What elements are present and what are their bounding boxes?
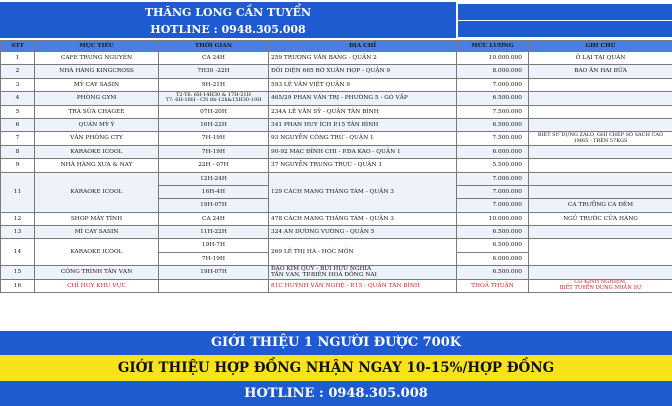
table-row bbox=[1, 52, 672, 65]
cell-ghi-chu: Ở LẠI TẠI QUÁN bbox=[529, 52, 672, 65]
cell-thoi-gian: CA 24H bbox=[159, 52, 269, 65]
cell-thoi-gian: 19H-7H bbox=[159, 239, 269, 252]
cell-thoi-gian: 19H-07H bbox=[159, 266, 269, 279]
cell-muc-tieu: CHỈ HUY KHU VỰC bbox=[35, 279, 159, 292]
cell-dia-chi: 37 NGUYỄN TRUNG TRỰC - QUẬN 1 bbox=[269, 159, 457, 172]
header-hotline: HOTLINE : 0948.305.008 bbox=[150, 23, 306, 36]
cell-dia-chi: 269 LÊ THỊ HÀ - HÓC MÔN bbox=[269, 239, 457, 266]
table-row bbox=[1, 105, 672, 118]
cell-ghi-chu bbox=[529, 78, 672, 91]
jobs-table bbox=[0, 40, 672, 293]
cell-ghi-chu bbox=[529, 105, 672, 118]
cell-muc-luong: 6.500.000 bbox=[457, 226, 529, 239]
cell-dia-chi: 465/29 PHAN VĂN TRỊ - PHƯỜNG 5 - GÒ VẤP bbox=[269, 92, 457, 105]
cell-thoi-gian-line: T2-T6: 6H-14H30 & 17H-21H bbox=[176, 92, 251, 99]
cell-ghi-chu bbox=[529, 226, 672, 239]
table-row bbox=[1, 92, 672, 105]
cell-ghi-chu: BIẾT SỬ DỤNG ZALO, GHI CHÉP SỔ SÁCH CAO 1M65 - TRÊN 57KGS bbox=[529, 132, 672, 145]
cell-thoi-gian: 7H-19H bbox=[159, 252, 269, 265]
cell-muc-luong: 6.500.000 bbox=[457, 92, 529, 105]
cell-ghi-chu bbox=[529, 266, 672, 279]
cell-dia-chi: 593 LÊ VĂN VIỆT QUẬN 9 bbox=[269, 78, 457, 91]
cell-muc-tieu: NHÀ HÀNG XƯA & NAY bbox=[35, 159, 159, 172]
cell-dia-chi: ĐỐI DIỆN 665 BỜ XUÂN HỢP - QUẬN 9 bbox=[269, 65, 457, 78]
cell-muc-luong: 7.000.000 bbox=[457, 185, 529, 198]
cell-stt: 7 bbox=[1, 132, 35, 145]
cell-dia-chi: 90-92 MẠC ĐĨNH CHI - P.ĐA KAO - QUẬN 1 bbox=[269, 145, 457, 158]
table-row bbox=[1, 172, 672, 185]
header-side-block bbox=[458, 21, 672, 37]
cell-thoi-gian: 07H-20H bbox=[159, 105, 269, 118]
cell-muc-tieu: KARAOKE ICOOL bbox=[35, 145, 159, 158]
table-row bbox=[1, 145, 672, 158]
cell-stt: 1 bbox=[1, 52, 35, 65]
cell-dia-chi-line: TÂN VẠN, TP.BIÊN HOÀ ĐỒNG NAI bbox=[271, 272, 377, 279]
cell-muc-luong: 7.500.000 bbox=[457, 132, 529, 145]
cell-muc-tieu: CAFE TRUNG NGUYÊN bbox=[35, 52, 159, 65]
table-row bbox=[1, 78, 672, 91]
hotline-banner: HOTLINE : 0948.305.008 bbox=[0, 381, 672, 406]
table-header-row bbox=[1, 41, 672, 52]
cell-ghi-chu bbox=[529, 279, 672, 292]
cell-stt: 13 bbox=[1, 226, 35, 239]
cell-ghi-chu-line: CÓ KINH NGHIỆM, bbox=[574, 279, 627, 286]
cell-dia-chi: 81C HUỲNH VĂN NGHỆ - P.15 - QUẬN TÂN BÌNH bbox=[269, 279, 457, 292]
cell-thoi-gian: 9H-21H bbox=[159, 78, 269, 91]
header-banner bbox=[0, 2, 456, 38]
cell-muc-tieu: PHÒNG GYM bbox=[35, 92, 159, 105]
contract-banner: GIỚI THIỆU HỢP ĐỒNG NHẬN NGAY 10-15%/HỢP ĐỒNG bbox=[0, 355, 672, 381]
cell-thoi-gian-line: T7: 6H-18H - CN 8h-12h&15H30-19H bbox=[165, 97, 262, 104]
cell-ghi-chu bbox=[529, 172, 672, 185]
cell-stt: 15 bbox=[1, 266, 35, 279]
cell-muc-tieu: QUÁN MỲ Ý bbox=[35, 118, 159, 131]
cell-thoi-gian: 16H-4H bbox=[159, 185, 269, 198]
cell-thoi-gian: CA 24H bbox=[159, 212, 269, 225]
cell-dia-chi: 259 TRƯƠNG VĂN BANG - QUẬN 2 bbox=[269, 52, 457, 65]
cell-ghi-chu-line: BIẾT TUYỂN DỤNG NHÂN SỰ bbox=[559, 284, 642, 291]
header-side-block bbox=[458, 4, 672, 20]
col-muc-tieu: MỤC TIÊU bbox=[35, 41, 159, 52]
cell-muc-luong: 6.500.000 bbox=[457, 118, 529, 131]
cell-muc-luong: 6.000.000 bbox=[457, 145, 529, 158]
cell-muc-tieu: TRÀ SỮA CHAGEE bbox=[35, 105, 159, 118]
cell-muc-tieu: VĂN PHÒNG CTY bbox=[35, 132, 159, 145]
cell-muc-tieu: NHÀ HÀNG KINGCROSS bbox=[35, 65, 159, 78]
cell-thoi-gian: 12H-24H bbox=[159, 172, 269, 185]
cell-ghi-chu bbox=[529, 92, 672, 105]
cell-muc-luong: 6.500.000 bbox=[457, 239, 529, 252]
header-title: THĂNG LONG CẦN TUYỂN bbox=[144, 6, 312, 19]
cell-muc-tieu: MỲ CAY SASIN bbox=[35, 78, 159, 91]
cell-thoi-gian: 7H-19H bbox=[159, 145, 269, 158]
cell-stt: 12 bbox=[1, 212, 35, 225]
cell-dia-chi: 129 CÁCH MẠNG THÁNG TÁM - QUẬN 3 bbox=[269, 172, 457, 212]
cell-thoi-gian: 22H - 07H bbox=[159, 159, 269, 172]
cell-dia-chi-line: ĐẠO KIM QUY - BÙI HỮU NGHĨA bbox=[271, 266, 372, 273]
cell-stt: 9 bbox=[1, 159, 35, 172]
cell-stt: 8 bbox=[1, 145, 35, 158]
cell-stt: 14 bbox=[1, 239, 35, 266]
cell-muc-luong: 7.000.000 bbox=[457, 199, 529, 212]
cell-thoi-gian: 7H-19H bbox=[159, 132, 269, 145]
cell-stt: 3 bbox=[1, 78, 35, 91]
cell-thoi-gian: 16H-22H bbox=[159, 118, 269, 131]
col-stt: STT bbox=[1, 41, 35, 52]
table-row bbox=[1, 212, 672, 225]
cell-muc-tieu: KARAOKE ICOOL bbox=[35, 172, 159, 212]
cell-muc-luong: 7.000.000 bbox=[457, 78, 529, 91]
cell-dia-chi: 93 NGUYỄN CÔNG TRỨ - QUẬN 1 bbox=[269, 132, 457, 145]
cell-thoi-gian: 19H-07H bbox=[159, 199, 269, 212]
cell-thoi-gian: 7H30 -22H bbox=[159, 65, 269, 78]
cell-stt: 4 bbox=[1, 92, 35, 105]
cell-ghi-chu bbox=[529, 185, 672, 198]
referral-banner: GIỚI THIỆU 1 NGƯỜI ĐƯỢC 700K bbox=[0, 331, 672, 355]
cell-ghi-chu: BAO ĂN HAI BỮA bbox=[529, 65, 672, 78]
cell-thoi-gian bbox=[159, 279, 269, 292]
cell-thoi-gian: 11H-22H bbox=[159, 226, 269, 239]
table-row bbox=[1, 279, 672, 292]
col-ghi-chu: GHI CHÚ bbox=[529, 41, 672, 52]
table-row bbox=[1, 226, 672, 239]
cell-stt: 16 bbox=[1, 279, 35, 292]
cell-muc-luong: 10.000.000 bbox=[457, 212, 529, 225]
table-row bbox=[1, 266, 672, 279]
cell-muc-tieu: MÌ CAY SASIN bbox=[35, 226, 159, 239]
cell-muc-luong: 8.000.000 bbox=[457, 65, 529, 78]
table-row bbox=[1, 65, 672, 78]
cell-muc-luong: 5.500.000 bbox=[457, 159, 529, 172]
cell-dia-chi: 341 PHAN HUY ÍCH P.15 TÂN BÌNH bbox=[269, 118, 457, 131]
cell-dia-chi: 234A LÊ VĂN SỸ - QUẬN TÂN BÌNH bbox=[269, 105, 457, 118]
cell-ghi-chu bbox=[529, 159, 672, 172]
table-row bbox=[1, 159, 672, 172]
cell-muc-luong: 7.000.000 bbox=[457, 172, 529, 185]
table-row bbox=[1, 239, 672, 252]
cell-muc-tieu: KARAOKE ICOOL bbox=[35, 239, 159, 266]
cell-muc-luong: 7.500.000 bbox=[457, 105, 529, 118]
cell-stt: 5 bbox=[1, 105, 35, 118]
cell-ghi-chu bbox=[529, 145, 672, 158]
col-thoi-gian: THỜI GIAN bbox=[159, 41, 269, 52]
cell-ghi-chu: NGỦ TRƯỚC CỬA HÀNG bbox=[529, 212, 672, 225]
cell-muc-luong: 6.000.000 bbox=[457, 252, 529, 265]
cell-muc-tieu: SHOP MÁY TÍNH bbox=[35, 212, 159, 225]
cell-muc-luong: THOẢ THUẬN bbox=[457, 279, 529, 292]
cell-stt: 2 bbox=[1, 65, 35, 78]
cell-dia-chi: 324 AN DƯƠNG VƯƠNG - QUẬN 5 bbox=[269, 226, 457, 239]
col-dia-chi: ĐỊA CHỈ bbox=[269, 41, 457, 52]
table-row bbox=[1, 118, 672, 131]
cell-dia-chi: 478 CÁCH MẠNG THÁNG TÁM - QUẬN 3 bbox=[269, 212, 457, 225]
table-row bbox=[1, 132, 672, 145]
cell-ghi-chu: CA TRƯỞNG CA ĐÊM bbox=[529, 199, 672, 212]
cell-muc-tieu: CÔNG TRÌNH TÂN VẠN bbox=[35, 266, 159, 279]
cell-ghi-chu bbox=[529, 239, 672, 266]
cell-stt: 6 bbox=[1, 118, 35, 131]
cell-dia-chi bbox=[269, 266, 457, 279]
col-muc-luong: MỨC LƯƠNG bbox=[457, 41, 529, 52]
cell-muc-luong: 6.500.000 bbox=[457, 266, 529, 279]
cell-muc-luong: 10.000.000 bbox=[457, 52, 529, 65]
cell-ghi-chu bbox=[529, 118, 672, 131]
cell-thoi-gian bbox=[159, 92, 269, 105]
cell-stt: 11 bbox=[1, 172, 35, 212]
header bbox=[0, 0, 672, 40]
